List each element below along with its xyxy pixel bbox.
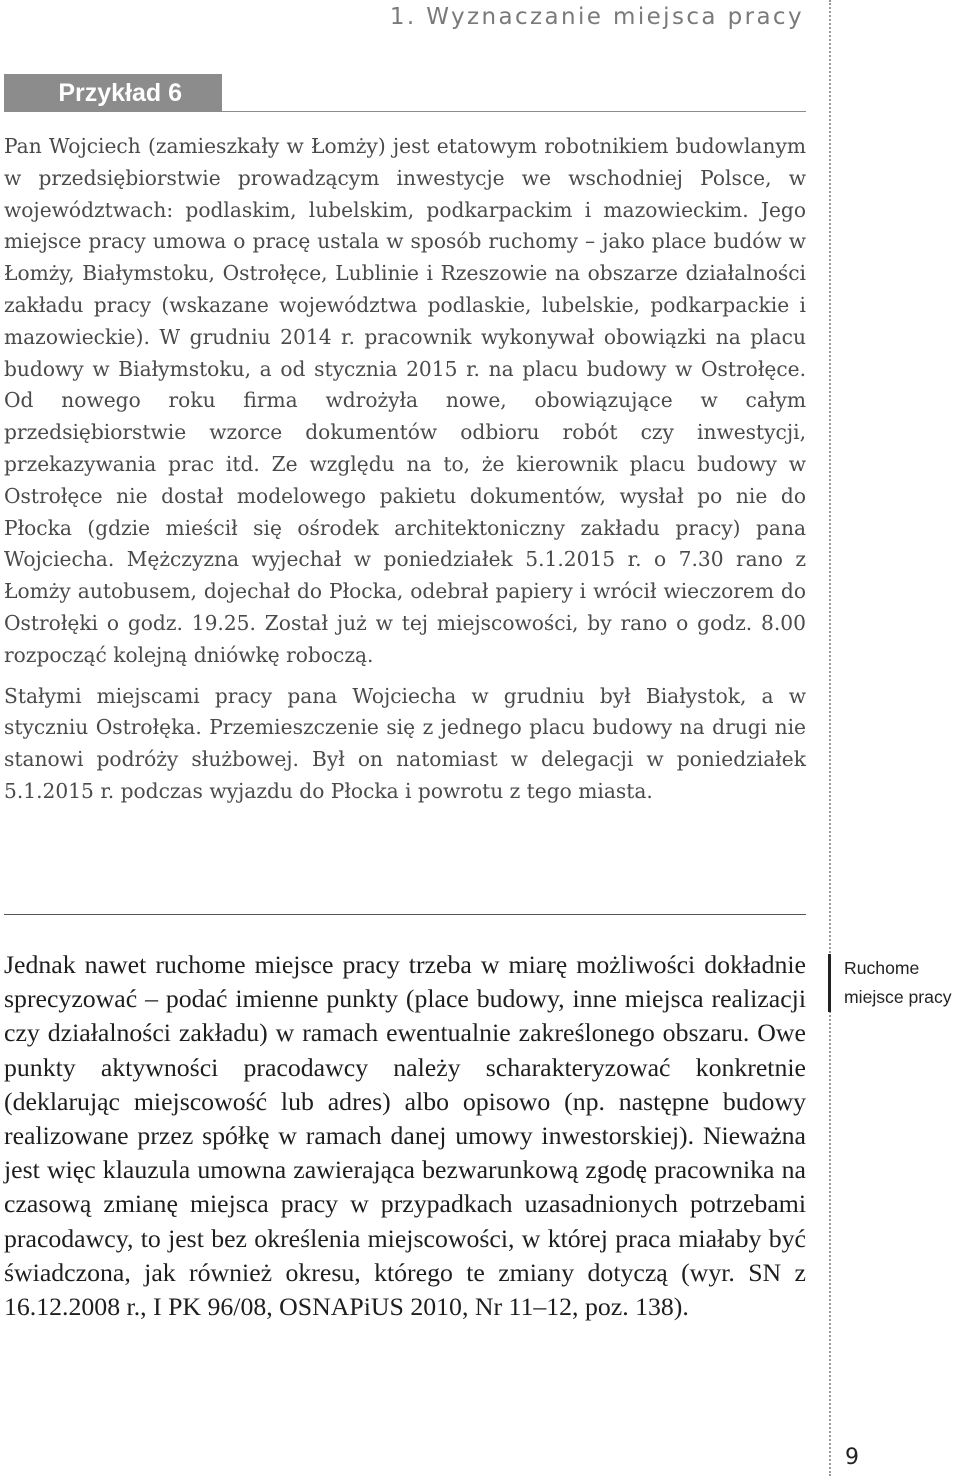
example-paragraph: Stałymi miejscami pracy pana Wojciecha w grudniu był Białystok, a w styczniu Ostrołęka. Przemieszczenie się z jednego placu budowy na drugi nie stanowi podróży służbowej. Był on natomiast w delegacji w poniedziałek 5.1.2015 r. podczas wyjazdu do Płocka i powrotu z tego miasta. <box>4 683 806 803</box>
example-box <box>4 131 806 808</box>
example-bottom-rule <box>4 914 806 915</box>
body-paragraph: Jednak nawet ruchome miejsce pracy trzeba w miarę możliwości dokładnie sprecyzować – podać imienne punkty (place budowy, inne miejsca realizacji czy działalności zakładu) w ramach ewentualnie zakreślonego obszaru. Owe punkty aktywności pracodawcy należy scharakteryzować konkretnie (deklarując miejscowość lub adres) albo opisowo (np. następne budowy realizowane przez spółkę w ramach danej umowy inwestorskiej). Nieważna jest więc klauzula umowna zawierająca bezwarunkową zgodę pracownika na czasową zmianę miejsca pracy w przypadkach uzasadnionych potrzebami pracodawcy, to jest bez określenia miejscowości, w której praca miałaby być świadczona, jak również okresu, którego te zmiany dotyczą (wyr. SN z 16.12.2008 r., I PK 96/08, OSNAPiUS 2010, Nr 11–12, poz. 138). <box>4 950 806 1322</box>
margin-note-line: miejsce pracy <box>844 987 952 1007</box>
running-header: 1. Wyznaczanie miejsca pracy <box>389 4 804 30</box>
example-paragraph: Pan Wojciech (zamieszkały w Łomży) jest etatowym robotnikiem budowlanym w przedsiębiorstwie prowadzącym inwestycje we wschodniej Polsce, w województwach: podlaskim, lubelskim, podkarpackim i mazowieckim. Jego miejsce pracy umowa o pracę ustala w sposób ruchomy – jako place budów w Łomży, Białymstoku, Ostrołęce, Lublinie i Rzeszowie na obszarze działalności zakładu pracy (wskazane województwa podlaskie, lubelskie, podkarpackie i mazowieckie). W grudniu 2014 r. pracownik wykonywał obowiązki na placu budowy w Białymstoku, a od stycznia 2015 r. na placu budowy w Ostrołęce. Od nowego roku firma wdrożyła nowe, obowiązujące w całym przedsiębiorstwie wzorce dokumentów odbioru robót czy inwestycji, przekazywania prac itd. Ze względu na to, że kierownik placu budowy w Ostrołęce nie dostał modelowego pakietu dokumentów, wysłał po nie do Płocka (gdzie mieścił się ośrodek architektoniczny zakładu pracy) pana Wojciecha. Mężczyzna wyjechał w poniedziałek 5.1.2015 r. o 7.30 rano z Łomży autobusem, dojechał do Płocka, odebrał papiery i wrócił wieczorem do Ostrołęki o godz. 19.25. Został już w tej miejscowości, by rano o godz. 8.00 rozpocząć kolejną dniówkę roboczą. <box>4 134 806 667</box>
margin-note-line: Ruchome <box>844 958 920 978</box>
example-label: Przykład 6 <box>4 74 222 112</box>
example-top-rule <box>4 111 806 112</box>
page-number: 9 <box>845 1445 859 1470</box>
margin-divider <box>829 0 831 1476</box>
margin-note <box>828 954 960 1012</box>
